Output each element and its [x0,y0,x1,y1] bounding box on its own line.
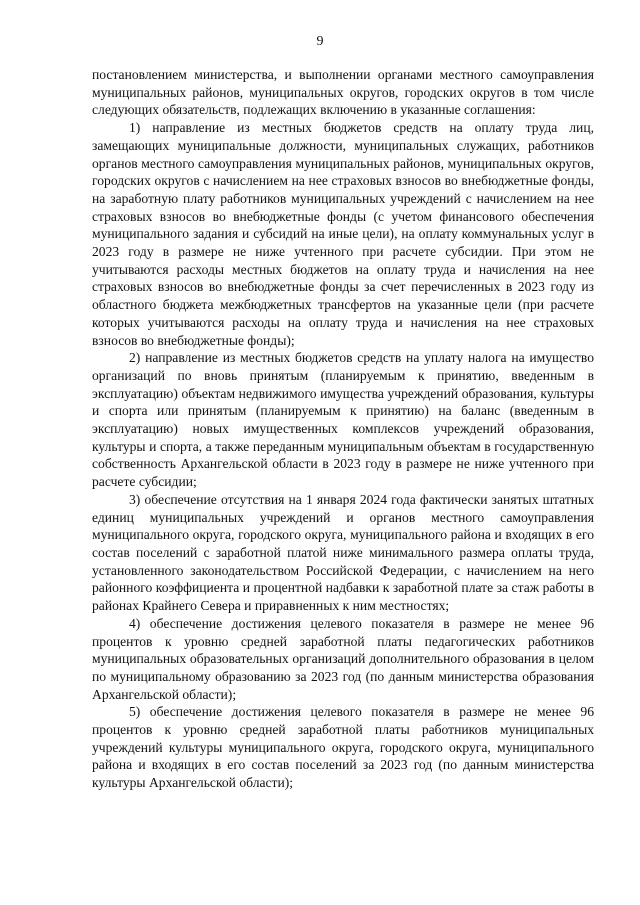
paragraph-item-4: 4) обеспечение достижения целевого показателя в размере не менее 96 процентов к уровню средней заработной платы педагогических работников муниципальных образовательных организаций дополнительного образования в целом по муниципальному образованию за 2023 год (по данным министерства образования Архангельской области); [92,615,594,702]
paragraph-intro: постановлением министерства, и выполнении органами местного самоуправления муниципальных районов, муниципальных округов, городских округов в том числе следующих обязательств, подлежащих включению в указанные соглашения: [92,67,594,118]
document-body [92,66,594,792]
paragraph-item-3: 3) обеспечение отсутствия на 1 января 2024 года фактически занятых штатных единиц муниципальных учреждений и органов местного самоуправления муниципального округа, городского округа, муниципального района и входящих в его состав поселений с заработной платой ниже минимального размера оплаты труда, установленного законодательством Российской Федерации, с начислением на него районного коэффициента и процентной надбавки к заработной плате за стаж работы в районах Крайнего Севера и приравненных к ним местностях; [92,491,594,614]
paragraph-item-1: 1) направление из местных бюджетов средств на оплату труда лиц, замещающих муниципальные должности, муниципальных служащих, работников органов местного самоуправления муниципальных районов, муниципальных округов, городских округов с начислением на нее страховых взносов во внебюджетные фонды, на заработную плату работников муниципальных учреждений с начислением на нее страховых взносов во внебюджетные фонды (с учетом финансового обеспечения муниципального задания и субсидий на иные цели), на оплату коммунальных услуг в 2023 году в размере не ниже учтенного при расчете субсидии. При этом не учитываются расходы местных бюджетов на оплату труда и начисления на нее страховых взносов во внебюджетные фонды за счет перечисленных в 2023 году из областного бюджета межбюджетных трансфертов на указанные цели (при расчете которых учитываются расходы на оплату труда и начисления на нее страховых взносов во внебюджетные фонды); [92,120,594,348]
page-number: 9 [316,34,324,49]
paragraph-item-5: 5) обеспечение достижения целевого показателя в размере не менее 96 процентов к уровню средней заработной платы работников муниципальных учреждений культуры муниципального округа, городского округа, муниципального района и входящих в его состав поселений за 2023 год (по данным министерства культуры Архангельской области); [92,704,594,791]
paragraph-item-2: 2) направление из местных бюджетов средств на уплату налога на имущество организаций по вновь принятым (планируемым к принятию, введенным в эксплуатацию) объектам недвижимого имущества учреждений образования, культуры и спорта или принятым (планируемым к принятию) на баланс (введенным в эксплуатацию) новых имущественных комплексов учреждений образования, культуры и спорта, а также переданным муниципальным объектам в государственную собственность Архангельской области в 2023 году в размере не ниже учтенного при расчете субсидии; [92,350,594,490]
